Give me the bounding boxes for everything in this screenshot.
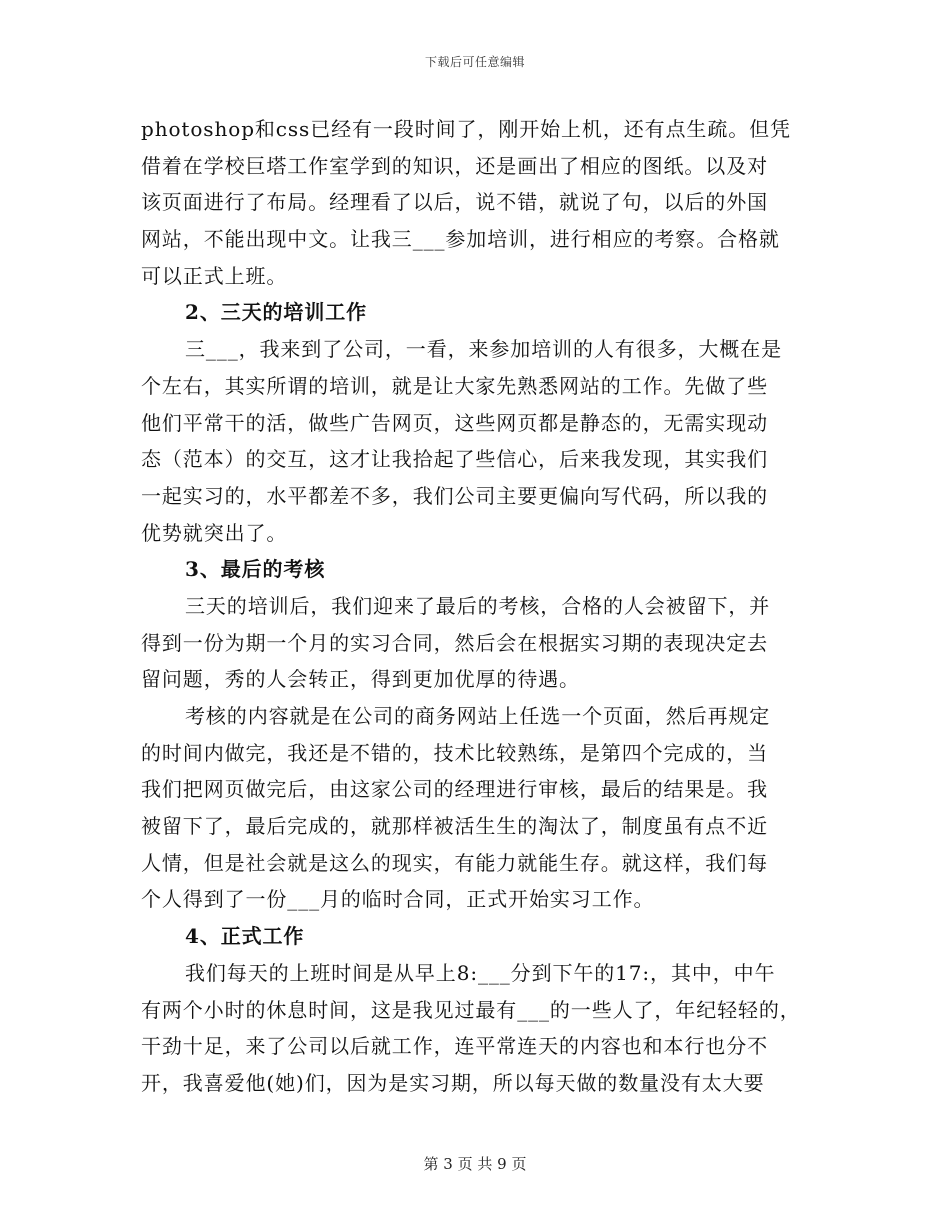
body-line: 干劲十足，来了公司以后就工作，连平常连天的内容也和本行也分不: [141, 1034, 768, 1059]
body-line: 得到一份为期一个月的实习合同，然后会在根据实习期的表现决定去: [141, 630, 768, 655]
body-line: 留问题，秀的人会转正，得到更加优厚的待遇。: [141, 667, 580, 692]
page-header: 下载后可任意编辑: [424, 55, 525, 69]
body-line: 态（范本）的交互，这才让我拾起了些信心，后来我发现，其实我们: [141, 447, 768, 472]
page-footer: 第 3 页 共 9 页: [423, 1155, 527, 1173]
body-line: 借着在学校巨塔工作室学到的知识，还是画出了相应的图纸。以及对: [141, 153, 768, 178]
body-line: 一起实习的，水平都差不多，我们公司主要更偏向写代码，所以我的: [141, 483, 768, 508]
body-line: 个人得到了一份___月的临时合同，正式开始实习工作。: [141, 887, 655, 912]
body-line: 开，我喜爱他(她)们，因为是实习期，所以每天做的数量没有太大要: [141, 1070, 765, 1095]
section-heading: 4、正式工作: [185, 924, 305, 949]
paragraph-first-line: 我们每天的上班时间是从早上8:___分到下午的17:，其中，中午: [185, 960, 776, 985]
body-line: 有两个小时的休息时间，这是我见过最有___的一些人了，年纪轻轻的，: [141, 997, 801, 1022]
body-line: 网站，不能出现中文。让我三___参加培训，进行相应的考察。合格就: [141, 227, 780, 252]
body-line: 个左右，其实所谓的培训，就是让大家先熟悉网站的工作。先做了些: [141, 373, 768, 398]
body-line: 该页面进行了布局。经理看了以后，说不错，就说了句，以后的外国: [141, 190, 768, 215]
body-line: 可以正式上班。: [141, 263, 288, 288]
paragraph-first-line: 三___，我来到了公司，一看，来参加培训的人有很多，大概在是: [185, 337, 782, 362]
document-body: [141, 111, 821, 1102]
body-line: 被留下了，最后完成的，就那样被活生生的淘汰了，制度虽有点不近: [141, 814, 768, 839]
body-line: 优势就突出了。: [141, 520, 288, 545]
paragraph-first-line: 三天的培训后，我们迎来了最后的考核，合格的人会被留下，并: [185, 593, 771, 618]
section-heading: 2、三天的培训工作: [185, 300, 368, 325]
body-line: 他们平常干的活，做些广告网页，这些网页都是静态的，无需实现动: [141, 410, 768, 435]
paragraph-first-line: 考核的内容就是在公司的商务网站上任选一个页面，然后再规定: [185, 704, 771, 728]
section-heading: 3、最后的考核: [185, 557, 326, 582]
body-line: 我们把网页做完后，由这家公司的经理进行审核，最后的结果是。我: [141, 777, 768, 802]
body-line: 人情，但是社会就是这么的现实，有能力就能生存。就这样，我们每: [141, 850, 768, 875]
body-line: photoshop和css已经有一段时间了，刚开始上机，还有点生疏。但凭: [141, 117, 791, 141]
body-line: 的时间内做完，我还是不错的，技术比较熟练，是第四个完成的，当: [141, 740, 768, 765]
